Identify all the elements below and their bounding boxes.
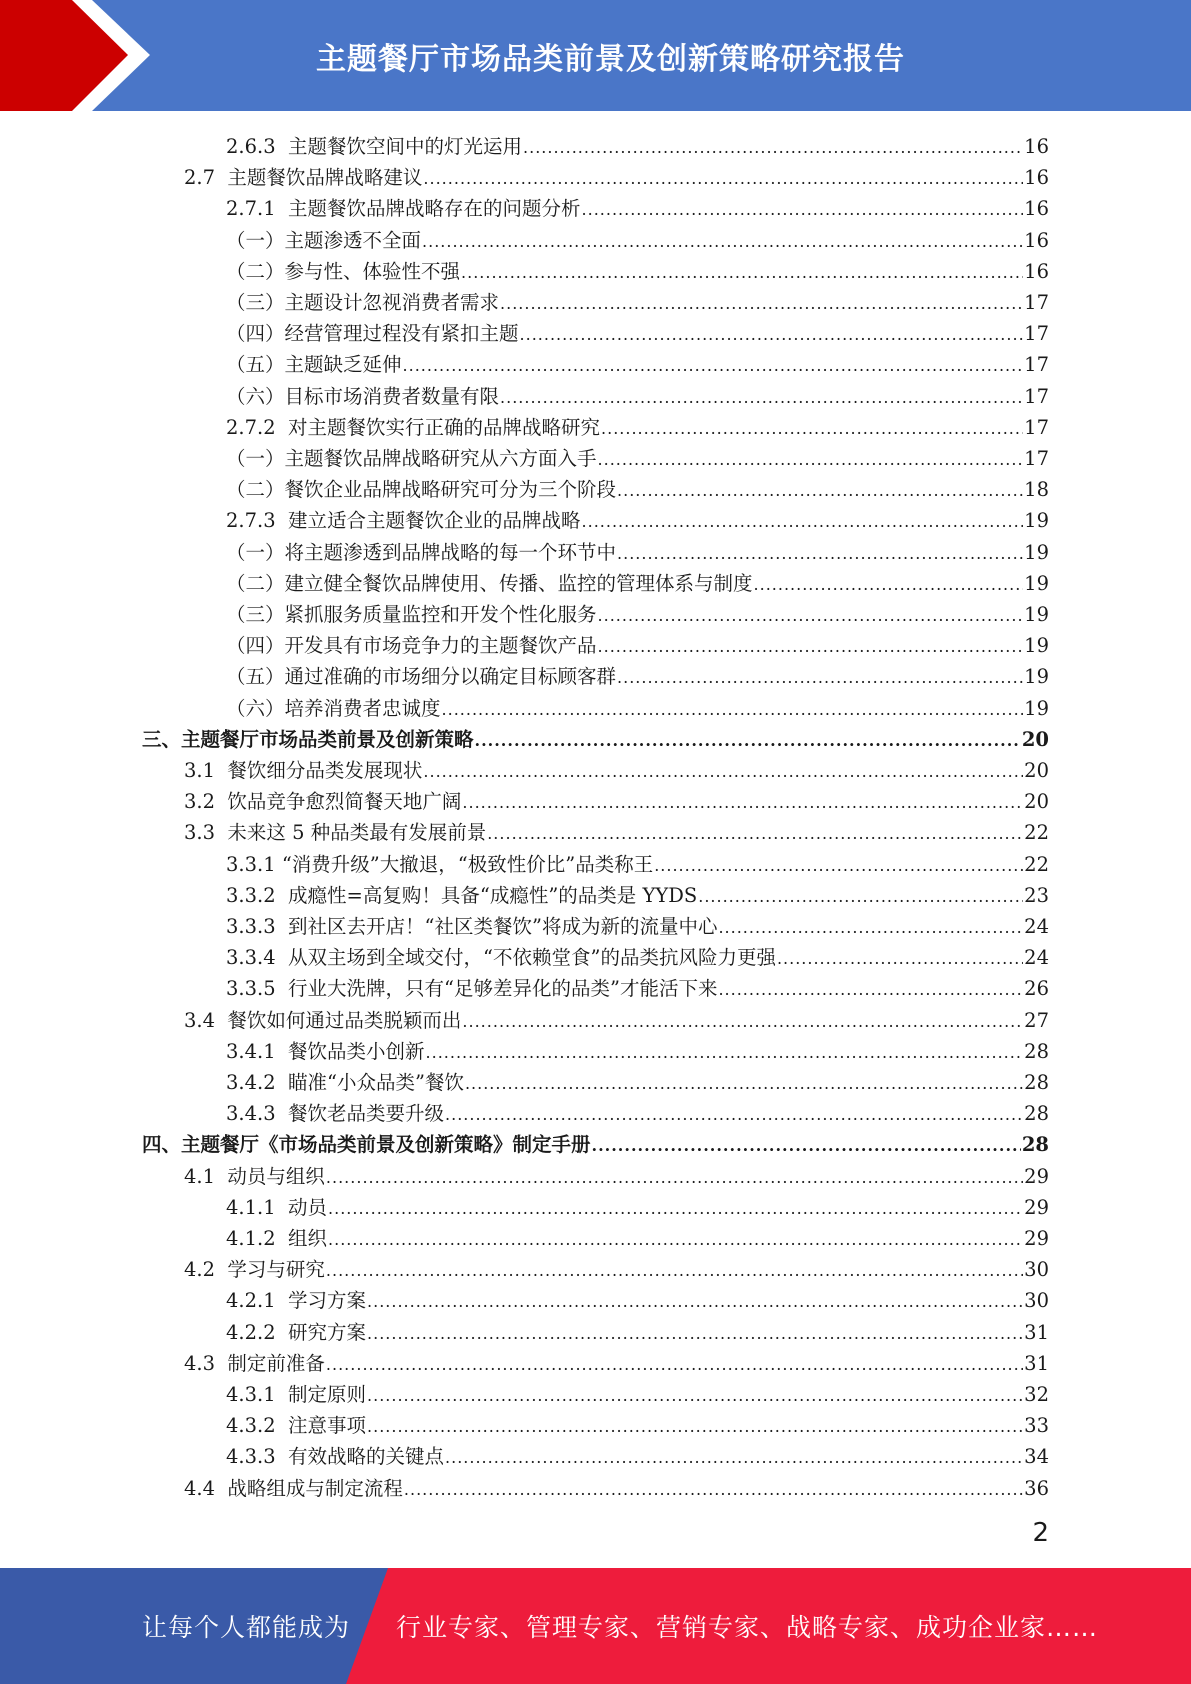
toc-entry[interactable]: [226, 1283, 1049, 1313]
toc-entry-label: 4.3.1 制定原则: [226, 1383, 367, 1406]
toc-dot-leader: [326, 1260, 1023, 1282]
toc-entry-label: 4.1.1 动员: [226, 1195, 328, 1219]
toc-entry[interactable]: [184, 1471, 1049, 1501]
toc-entry[interactable]: [142, 1127, 1049, 1157]
toc-entry-page: 29: [1024, 1195, 1049, 1219]
toc-entry[interactable]: [226, 940, 1049, 970]
toc-entry[interactable]: [226, 441, 1049, 471]
toc-dot-leader: [465, 1073, 1023, 1095]
toc-entry-label: 3.4.2 瞄准“小众品类”餐饮: [226, 1071, 464, 1094]
toc-entry-label: （三）紧抓服务质量监控和开发个性化服务: [226, 603, 597, 626]
header-red-arrow-decoration: [0, 0, 150, 111]
toc-entry[interactable]: [184, 753, 1049, 783]
toc-entry-page: 28: [1021, 1133, 1049, 1157]
toc-entry-page: 28: [1024, 1071, 1049, 1094]
toc-entry-label: 4.2 学习与研究: [184, 1258, 325, 1282]
toc-dot-leader: [328, 1198, 1023, 1220]
toc-entry-page: 17: [1024, 447, 1049, 470]
toc-entry-page: 33: [1024, 1414, 1049, 1438]
page-footer: [0, 1568, 1191, 1684]
toc-dot-leader: [500, 293, 1023, 315]
toc-entry-page: 36: [1024, 1476, 1049, 1500]
toc-entry-label: （四）开发具有市场竞争力的主题餐饮产品: [226, 634, 597, 658]
toc-entry-label: （一）将主题渗透到品牌战略的每一个环节中: [226, 540, 617, 564]
toc-entry[interactable]: [226, 691, 1049, 721]
toc-entry-page: 23: [1024, 883, 1049, 907]
toc-entry[interactable]: [226, 285, 1049, 315]
toc-dot-leader: [500, 387, 1023, 409]
toc-entry-label: （三）主题设计忽视消费者需求: [226, 291, 500, 314]
toc-entry-label: （二）餐饮企业品牌战略研究可分为三个阶段: [226, 478, 617, 502]
toc-dot-leader: [592, 1135, 1021, 1157]
toc-entry-page: 22: [1024, 821, 1049, 845]
toc-entry-label: 四、主题餐厅《市场品类前景及创新策略》制定手册: [142, 1133, 591, 1157]
toc-dot-leader: [461, 262, 1023, 284]
toc-entry-page: 30: [1024, 1289, 1049, 1313]
toc-entry[interactable]: [226, 1439, 1049, 1469]
toc-entry[interactable]: [226, 410, 1049, 440]
toc-entry-label: 三、主题餐厅市场品类前景及创新策略: [142, 727, 474, 751]
toc-dot-leader: [718, 917, 1023, 939]
toc-entry[interactable]: [142, 722, 1049, 752]
toc-entry[interactable]: [226, 535, 1049, 565]
toc-entry-page: 20: [1021, 727, 1049, 751]
toc-entry[interactable]: [184, 160, 1049, 190]
toc-dot-leader: [445, 1104, 1023, 1126]
toc-entry-page: 29: [1024, 1164, 1049, 1188]
toc-entry-label: 4.3 制定前准备: [184, 1351, 325, 1375]
toc-entry-page: 17: [1024, 353, 1049, 377]
toc-entry-page: 28: [1024, 1102, 1049, 1126]
toc-dot-leader: [326, 1167, 1023, 1189]
toc-dot-leader: [617, 480, 1023, 502]
toc-entry-label: （一）主题渗透不全面: [226, 228, 422, 252]
toc-dot-leader: [523, 137, 1023, 159]
toc-entry-page: 16: [1024, 197, 1049, 221]
toc-entry[interactable]: [226, 566, 1049, 596]
toc-dot-leader: [598, 636, 1024, 658]
toc-dot-leader: [423, 761, 1023, 783]
toc-entry-label: 3.3.1 “消费升级”大撤退，“极致性价比”品类称王: [226, 852, 654, 876]
toc-entry-label: （四）经营管理过程没有紧扣主题: [226, 322, 519, 346]
toc-entry-page: 19: [1024, 509, 1049, 533]
toc-entry[interactable]: [226, 971, 1049, 1001]
toc-dot-leader: [601, 418, 1023, 440]
toc-dot-leader: [423, 168, 1023, 190]
toc-entry-page: 17: [1024, 384, 1049, 408]
toc-entry-page: 19: [1024, 540, 1049, 564]
toc-entry[interactable]: [226, 379, 1049, 409]
toc-entry-label: 4.3.2 注意事项: [226, 1414, 367, 1438]
toc-entry[interactable]: [226, 1034, 1049, 1064]
toc-entry-page: 34: [1024, 1445, 1049, 1469]
toc-dot-leader: [445, 1447, 1023, 1469]
toc-entry[interactable]: [226, 659, 1049, 689]
toc-entry-page: 31: [1024, 1351, 1049, 1375]
toc-entry-page: 28: [1024, 1039, 1049, 1063]
toc-dot-leader: [598, 605, 1024, 627]
toc-entry-page: 16: [1024, 228, 1049, 252]
toc-dot-leader: [328, 1229, 1023, 1251]
toc-entry-label: 4.2.1 学习方案: [226, 1289, 367, 1313]
toc-entry-label: 3.2 饮品竞争愈烈简餐天地广阔: [184, 790, 462, 814]
toc-entry-label: 3.3.3 到社区去开店！“社区类餐饮”将成为新的流量中心: [226, 915, 718, 938]
toc-entry-page: 18: [1024, 478, 1049, 502]
toc-dot-leader: [404, 1479, 1023, 1501]
toc-entry[interactable]: [184, 815, 1049, 845]
toc-entry[interactable]: [226, 503, 1049, 533]
toc-entry-label: 3.4.3 餐饮老品类要升级: [226, 1102, 445, 1126]
toc-entry[interactable]: [226, 316, 1049, 346]
page-number: 2: [1032, 1518, 1049, 1548]
toc-entry[interactable]: [184, 1159, 1049, 1189]
toc-dot-leader: [367, 1385, 1023, 1407]
footer-slogan-right: 行业专家、管理专家、营销专家、战略专家、成功企业家……: [396, 1613, 1099, 1642]
toc-entry-page: 24: [1024, 915, 1049, 938]
toc-dot-leader: [367, 1323, 1023, 1345]
toc-dot-leader: [367, 1291, 1023, 1313]
toc-entry-label: 3.3.5 行业大洗牌，只有“足够差异化的品类”才能活下来: [226, 977, 718, 1001]
toc-dot-leader: [422, 231, 1023, 253]
toc-entry[interactable]: [226, 1221, 1049, 1251]
toc-entry[interactable]: [226, 847, 1049, 877]
toc-dot-leader: [462, 1011, 1023, 1033]
toc-entry[interactable]: [226, 909, 1049, 939]
toc-entry[interactable]: [226, 223, 1049, 253]
toc-entry-label: 2.7.1 主题餐饮品牌战略存在的问题分析: [226, 197, 581, 221]
toc-entry-label: 2.7 主题餐饮品牌战略建议: [184, 166, 423, 190]
toc-entry[interactable]: [184, 1252, 1049, 1282]
toc-dot-leader: [582, 511, 1024, 533]
toc-entry-page: 30: [1024, 1258, 1049, 1282]
toc-entry[interactable]: [226, 347, 1049, 377]
toc-dot-leader: [582, 199, 1024, 221]
toc-dot-leader: [777, 948, 1023, 970]
report-title: 主题餐厅市场品类前景及创新策略研究报告: [316, 41, 905, 77]
toc-dot-leader: [475, 730, 1021, 752]
toc-entry-page: 31: [1024, 1320, 1049, 1344]
toc-entry-page: 19: [1024, 696, 1049, 720]
toc-entry-page: 22: [1024, 852, 1049, 876]
toc-entry[interactable]: [184, 1003, 1049, 1033]
toc-entry[interactable]: [226, 878, 1049, 908]
toc-entry-page: 20: [1024, 790, 1049, 814]
toc-entry[interactable]: [226, 1096, 1049, 1126]
toc-dot-leader: [754, 574, 1024, 596]
toc-dot-leader: [520, 324, 1024, 346]
footer-slogan-left: 让每个人都能成为: [142, 1613, 351, 1642]
toc-dot-leader: [462, 792, 1023, 814]
toc-entry-label: 3.3.2 成瘾性=高复购！具备“成瘾性”的品类是 YYDS: [226, 883, 698, 907]
toc-dot-leader: [617, 543, 1023, 565]
toc-entry-label: 3.4.1 餐饮品类小创新: [226, 1039, 425, 1063]
toc-dot-leader: [654, 855, 1023, 877]
toc-dot-leader: [487, 823, 1023, 845]
toc-entry[interactable]: [226, 129, 1049, 159]
toc-dot-leader: [698, 886, 1023, 908]
toc-dot-leader: [367, 1416, 1023, 1438]
toc-entry-label: （六）目标市场消费者数量有限: [226, 384, 500, 408]
toc-entry-page: 20: [1024, 759, 1049, 782]
toc-entry-page: 26: [1024, 977, 1049, 1001]
toc-entry-page: 29: [1024, 1227, 1049, 1250]
toc-entry-label: 3.3.4 从双主场到全域交付，“不依赖堂食”的品类抗风险力更强: [226, 946, 776, 970]
toc-entry-label: 2.7.2 对主题餐饮实行正确的品牌战略研究: [226, 415, 601, 439]
toc-entry[interactable]: [226, 597, 1049, 627]
toc-entry-label: 4.1.2 组织: [226, 1227, 328, 1250]
toc-entry-label: 4.4 战略组成与制定流程: [184, 1476, 403, 1500]
toc-entry-page: 27: [1024, 1008, 1049, 1032]
toc-entry-label: （一）主题餐饮品牌战略研究从六方面入手: [226, 447, 597, 470]
toc-dot-leader: [426, 1042, 1024, 1064]
toc-entry-page: 17: [1024, 415, 1049, 439]
toc-entry-label: 4.1 动员与组织: [184, 1164, 325, 1188]
toc-entry-page: 24: [1024, 946, 1049, 970]
toc-entry-page: 17: [1024, 322, 1049, 346]
toc-entry-label: （二）建立健全餐饮品牌使用、传播、监控的管理体系与制度: [226, 571, 753, 595]
toc-entry-page: 16: [1024, 135, 1049, 158]
toc-entry-label: 4.3.3 有效战略的关键点: [226, 1445, 445, 1469]
toc-entry[interactable]: [226, 191, 1049, 221]
toc-entry-label: 3.4 餐饮如何通过品类脱颖而出: [184, 1008, 462, 1032]
toc-entry[interactable]: [226, 1190, 1049, 1220]
toc-entry-label: （五）主题缺乏延伸: [226, 353, 402, 377]
toc-entry[interactable]: [226, 1315, 1049, 1345]
toc-entry-label: 3.3 未来这 5 种品类最有发展前景: [184, 821, 487, 845]
toc-entry[interactable]: [226, 628, 1049, 658]
toc-entry[interactable]: [226, 1065, 1049, 1095]
toc-entry[interactable]: [226, 254, 1049, 284]
toc-dot-leader: [403, 355, 1024, 377]
toc-entry[interactable]: [226, 1408, 1049, 1438]
toc-entry-page: 19: [1024, 571, 1049, 595]
toc-dot-leader: [617, 667, 1023, 689]
toc-entry-page: 19: [1024, 603, 1049, 626]
toc-dot-leader: [442, 699, 1024, 721]
toc-entry-label: 2.7.3 建立适合主题餐饮企业的品牌战略: [226, 509, 581, 533]
toc-entry-page: 16: [1024, 259, 1049, 283]
page-header: [0, 0, 1191, 111]
toc-entry-label: 2.6.3 主题餐饮空间中的灯光运用: [226, 135, 523, 158]
toc-entry[interactable]: [226, 1377, 1049, 1407]
toc-dot-leader: [598, 449, 1024, 471]
toc-entry[interactable]: [184, 784, 1049, 814]
toc-entry-label: （六）培养消费者忠诚度: [226, 696, 441, 720]
toc-entry-label: 4.2.2 研究方案: [226, 1320, 367, 1344]
toc-entry-page: 19: [1024, 634, 1049, 658]
toc-dot-leader: [326, 1354, 1023, 1376]
toc-entry-page: 19: [1024, 665, 1049, 689]
toc-dot-leader: [718, 979, 1023, 1001]
toc-entry-label: （二）参与性、体验性不强: [226, 259, 461, 283]
toc-entry[interactable]: [226, 472, 1049, 502]
toc-entry-label: 3.1 餐饮细分品类发展现状: [184, 759, 423, 782]
toc-entry[interactable]: [184, 1346, 1049, 1376]
toc-entry-page: 32: [1024, 1383, 1049, 1406]
toc-entry-page: 17: [1024, 291, 1049, 314]
toc-entry-page: 16: [1024, 166, 1049, 190]
toc-entry-label: （五）通过准确的市场细分以确定目标顾客群: [226, 665, 617, 689]
